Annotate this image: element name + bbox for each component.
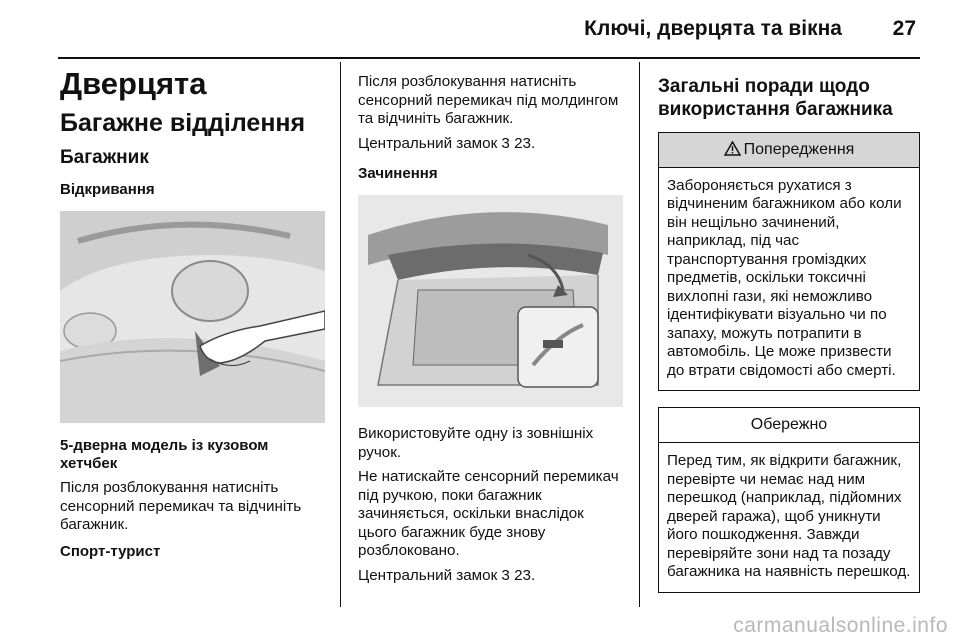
column-divider-2 xyxy=(639,62,640,607)
opening-heading: Відкривання xyxy=(60,181,155,199)
sports-tourer-heading: Спорт-турист xyxy=(60,542,161,560)
general-tips-heading: Загальні поради щодо використання багажника xyxy=(658,76,893,120)
caution-title: Обережно xyxy=(659,408,919,443)
hatchback-caption: 5-дверна модель із кузовом хетчбек xyxy=(60,437,269,473)
hand-opening-tailgate-illustration xyxy=(60,211,325,423)
caution-text: Перед тим, як відкрити багажник, перевірте чи немає над ним перешкод (наприклад, підйомних дверей гаража), щоб уникнути його пошкодження. Завжди перевіряйте зони над та позаду багажника на наявність перешкод. xyxy=(667,452,911,581)
sports-tourer-paragraph: Після розблокування натисніть сенсорний перемикач під молдингом та відчиніть багажник. xyxy=(358,73,619,127)
warning-box xyxy=(658,132,920,392)
closing-heading: Зачинення xyxy=(358,165,438,182)
closing-tailgate-illustration xyxy=(358,195,623,407)
warning-text: Забороняється рухатися з відчиненим багажником або коли він нещільно зачинений, наприклад, під час транспортування громіздких предметів, оскільки токсичні вихлопні гази, які неможливо ідентифікувати візуально чи по запаху, можуть потрапити в автомобіль. Це може призвести до втрати свідомості або смерті. xyxy=(667,176,902,379)
column-2 xyxy=(358,66,623,585)
opening-paragraph: Після розблокування натисніть сенсорний перемикач та відчиніть багажник. xyxy=(60,479,302,534)
column-3 xyxy=(658,66,920,593)
page-number: 27 xyxy=(892,17,916,40)
header-rule xyxy=(58,57,920,59)
central-lock-reference-1: Центральний замок 3 23. xyxy=(358,134,536,152)
warning-title: Попередження xyxy=(743,140,855,158)
warning-triangle-icon xyxy=(724,141,741,156)
column-divider-1 xyxy=(340,62,341,607)
subsection-title: Багажне відділення xyxy=(60,108,306,137)
closing-paragraph-2: Не натискайте сенсорний перемикач під ручкою, поки багажник зачиняється, оскільки внаслідок цього багажник буде знову розблоковано. xyxy=(358,468,619,559)
section-title: Дверцята xyxy=(60,66,207,101)
central-lock-reference-2: Центральний замок 3 23. xyxy=(358,566,536,584)
closing-paragraph-1: Використовуйте одну із зовнішніх ручок. xyxy=(358,425,594,461)
watermark: carmanualsonline.info xyxy=(733,614,948,637)
caution-box xyxy=(658,407,920,593)
running-header-title: Ключі, дверцята та вікна xyxy=(584,17,842,40)
topic-title: Багажник xyxy=(60,146,149,168)
warning-box-header xyxy=(659,133,919,168)
column-1 xyxy=(60,66,325,561)
